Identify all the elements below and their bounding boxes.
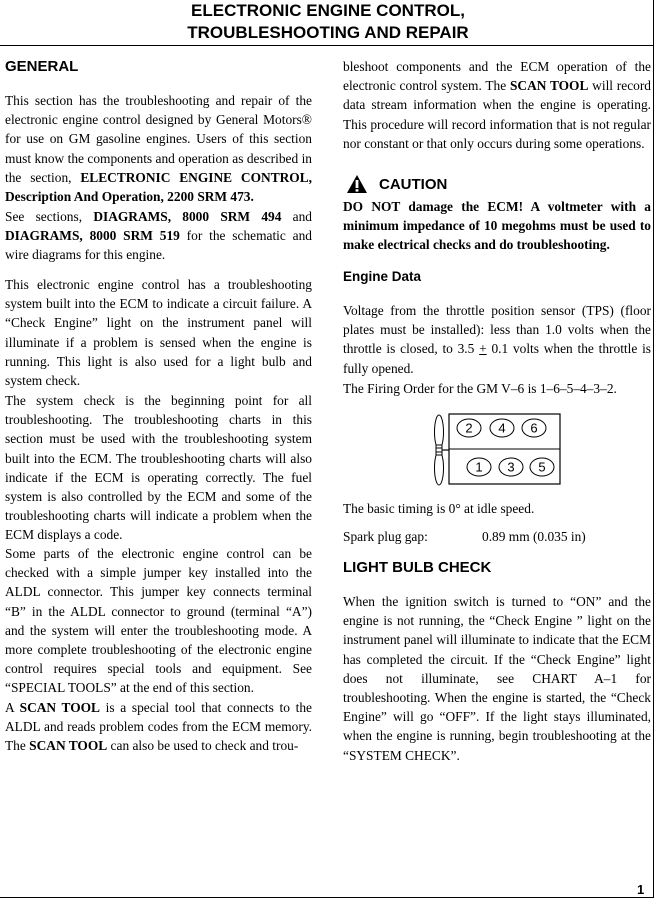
page-title-line-2: TROUBLESHOOTING AND REPAIR [187,23,469,42]
tps-voltage-paragraph [343,301,651,378]
firing-order-diagram [431,412,563,488]
general-paragraph-4: The system check is the beginning point for all troubleshooting. The troubleshooting charts in this section must be used with the troubleshooting system built into the ECM. The troubleshooting charts will also indicate if the ECM is operating correctly. The fuel system is also controlled by the ECM and some of the troubleshooting charts will indicate a problem when the ECM displays a code. [5,393,312,543]
general-p6-text-g: will record data stream information when the engine is operating. This procedure will record information that is not regular nor constant or that only occurs during some operations. [343,78,651,151]
general-p1-text: This section has the troubleshooting and repair of the electronic engine control designed by General Motors® for use on GM gasoline engines. Users of this section must know the components and operation as described in the section, [5,93,312,185]
general-p1-reference: ELECTRONIC ENGINE CONTROL, Description And Operation, 2200 SRM 473. [5,169,312,205]
cylinder-label: 5 [538,459,546,475]
caution-header [343,174,643,196]
cylinder-label: 3 [507,459,515,475]
cylinder-bank-bottom [467,458,554,476]
tps-text-b: 0.1 volts when the throttle is fully opened. [343,341,651,376]
warning-triangle-icon [346,174,368,194]
plus-minus-symbol: + [479,341,487,357]
general-p2-reference-1: DIAGRAMS, 8000 SRM 494 [93,209,282,224]
general-p2-text-c: and [281,209,312,224]
general-paragraph-3: This electronic engine control has a troubleshooting system built into the ECM to indicate a circuit failure. A “Check Engine” light on the instrument panel will illuminate if a problem is sensed when the engine is running. This light is also used for a light bulb and system check. [5,277,312,389]
general-paragraph-6-continued [343,57,651,153]
page-number: 1 [637,882,645,897]
general-p2-text-a: See sections, [5,209,94,224]
cylinder-label: 2 [465,420,473,436]
cylinder-label: 4 [498,420,506,436]
caution-label: CAUTION [379,176,448,193]
scan-tool-term: SCAN TOOL [509,78,589,94]
general-paragraph-5: Some parts of the electronic engine control can be checked with a simple jumper key installed into the ALDL connector. This jumper key connects terminal “B” in the ALDL connector to ground (terminal “A”) and the system will enter the troubleshooting mode. A more complete troubleshooting of the electronic engine control requires special tools and equipment. See “SPECIAL TOOLS” at the end of this section. [5,546,312,696]
cylinder-label: 1 [475,459,483,475]
tps-text-a: Voltage from the throttle position sensor (TPS) (floor plates must be installed): less than 1.0 volts when the throttle is closed, to 3.5 [343,303,651,357]
general-paragraph-2 [5,207,312,265]
section-heading-engine-data: Engine Data [343,269,422,284]
general-p6-text-a: A [5,700,20,715]
general-paragraph-6 [5,698,312,756]
cylinder-bank-top [457,419,546,437]
scan-tool-term: SCAN TOOL [19,700,100,715]
general-p6-text-c: is a special tool that connects to the ALDL and reads problem codes from the ECM memory. The [5,700,313,754]
general-p6-continued-right: bleshoot components and the ECM operation of the electronic control system. The [343,59,651,94]
fan-icon [435,415,450,485]
page-title-line-1: ELECTRONIC ENGINE CONTROL, [191,1,465,20]
section-heading-general: GENERAL [5,58,79,75]
spark-plug-gap-value: 0.89 mm (0.035 in) [482,529,586,544]
general-p6-continued-left: can also be used to check and trou- [107,738,299,754]
page-title [0,0,656,44]
general-p2-reference-2: DIAGRAMS, 8000 SRM 519 [5,228,180,244]
light-bulb-check-paragraph: When the ignition switch is turned to “ON” and the engine is not running, the “Check Engine ” light on the instrument panel will illuminate to indicate that the ECM has completed the circuit. If the “Check Engine” light does not illuminate, see CHART A–1 for troubleshooting. When the engine is started, the “Check Engine” will go “OFF”. If the light stays illuminated, when the engine is running, begin troubleshooting at the “SYSTEM CHECK”. [343,594,651,763]
scan-tool-term: SCAN TOOL [29,738,108,754]
basic-timing-text: The basic timing is 0° at idle speed. [343,501,535,516]
cylinder-label: 6 [530,420,538,436]
caution-text: DO NOT damage the ECM! A voltmeter with a minimum impedance of 10 megohms must be used to make electrical checks and do troubleshooting. [343,199,651,253]
firing-order-text: The Firing Order for the GM V–6 is 1–6–5–4–3–2. [343,381,617,396]
general-p2-text-e: for the schematic and wire diagrams for this engine. [5,228,312,263]
spark-plug-gap-label: Spark plug gap: [343,529,428,544]
title-rule [0,45,653,46]
section-heading-light-bulb-check: LIGHT BULB CHECK [343,559,492,576]
general-paragraph-1 [5,91,312,206]
